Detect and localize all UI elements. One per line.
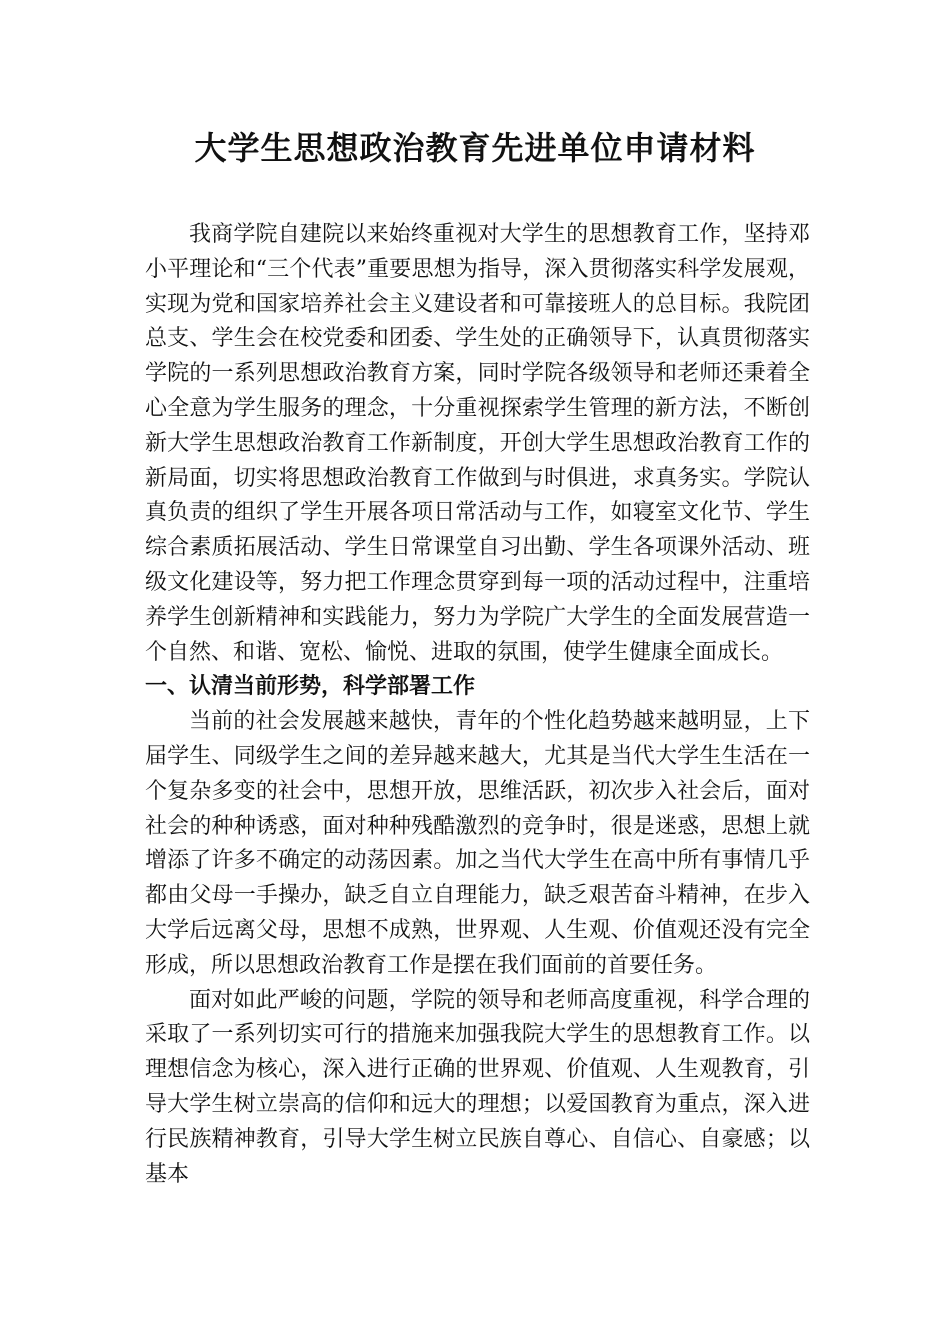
intro-paragraph: 我商学院自建院以来始终重视对大学生的思想教育工作，坚持邓小平理论和“三个代表”重要思想为指导，深入贯彻落实科学发展观，实现为党和国家培养社会主义建设者和可靠接班人的总目标。我院团总支、学生会在校党委和团委、学生处的正确领导下，认真贯彻落实学院的一系列思想政治教育方案，同时学院各级领导和老师还秉着全心全意为学生服务的理念，十分重视探索学生管理的新方法，不断创新大学生思想政治教育工作新制度，开创大学生思想政治教育工作的新局面，切实将思想政治教育工作做到与时俱进，求真务实。学院认真负责的组织了学生开展各项日常活动与工作，如寝室文化节、学生综合素质拓展活动、学生日常课堂自习出勤、学生各项课外活动、班级文化建设等，努力把工作理念贯穿到每一项的活动过程中，注重培养学生创新精神和实践能力，努力为学院广大学生的全面发展营造一个自然、和谐、宽松、愉悦、进取的氛围，使学生健康全面成长。 [145,222,810,665]
section-paragraph: 面对如此严峻的问题，学院的领导和老师高度重视，科学合理的采取了一系列切实可行的措施来加强我院大学生的思想教育工作。以理想信念为核心，深入进行正确的世界观、价值观、人生观教育，引导大学生树立崇高的信仰和远大的理想；以爱国教育为重点，深入进行民族精神教育，引导大学生树立民族自尊心、自信心、自豪感；以基本 [145,987,810,1187]
document-title: 大学生思想政治教育先进单位申请材料 [194,129,756,167]
section-paragraph: 当前的社会发展越来越快，青年的个性化趋势越来越明显，上下届学生、同级学生之间的差异越来越大，尤其是当代大学生生活在一个复杂多变的社会中，思想开放，思维活跃，初次步入社会后，面对社会的种种诱惑，面对种种残酷激烈的竞争时，很是迷惑，思想上就增添了许多不确定的动荡因素。加之当代大学生在高中所有事情几乎都由父母一手操办，缺乏自立自理能力，缺乏艰苦奋斗精神，在步入大学后远离父母，思想不成熟，世界观、人生观、价值观还没有完全形成，所以思想政治教育工作是摆在我们面前的首要任务。 [145,709,810,978]
section-heading: 一、认清当前形势，科学部署工作 [145,674,476,700]
document-body [145,218,810,1192]
